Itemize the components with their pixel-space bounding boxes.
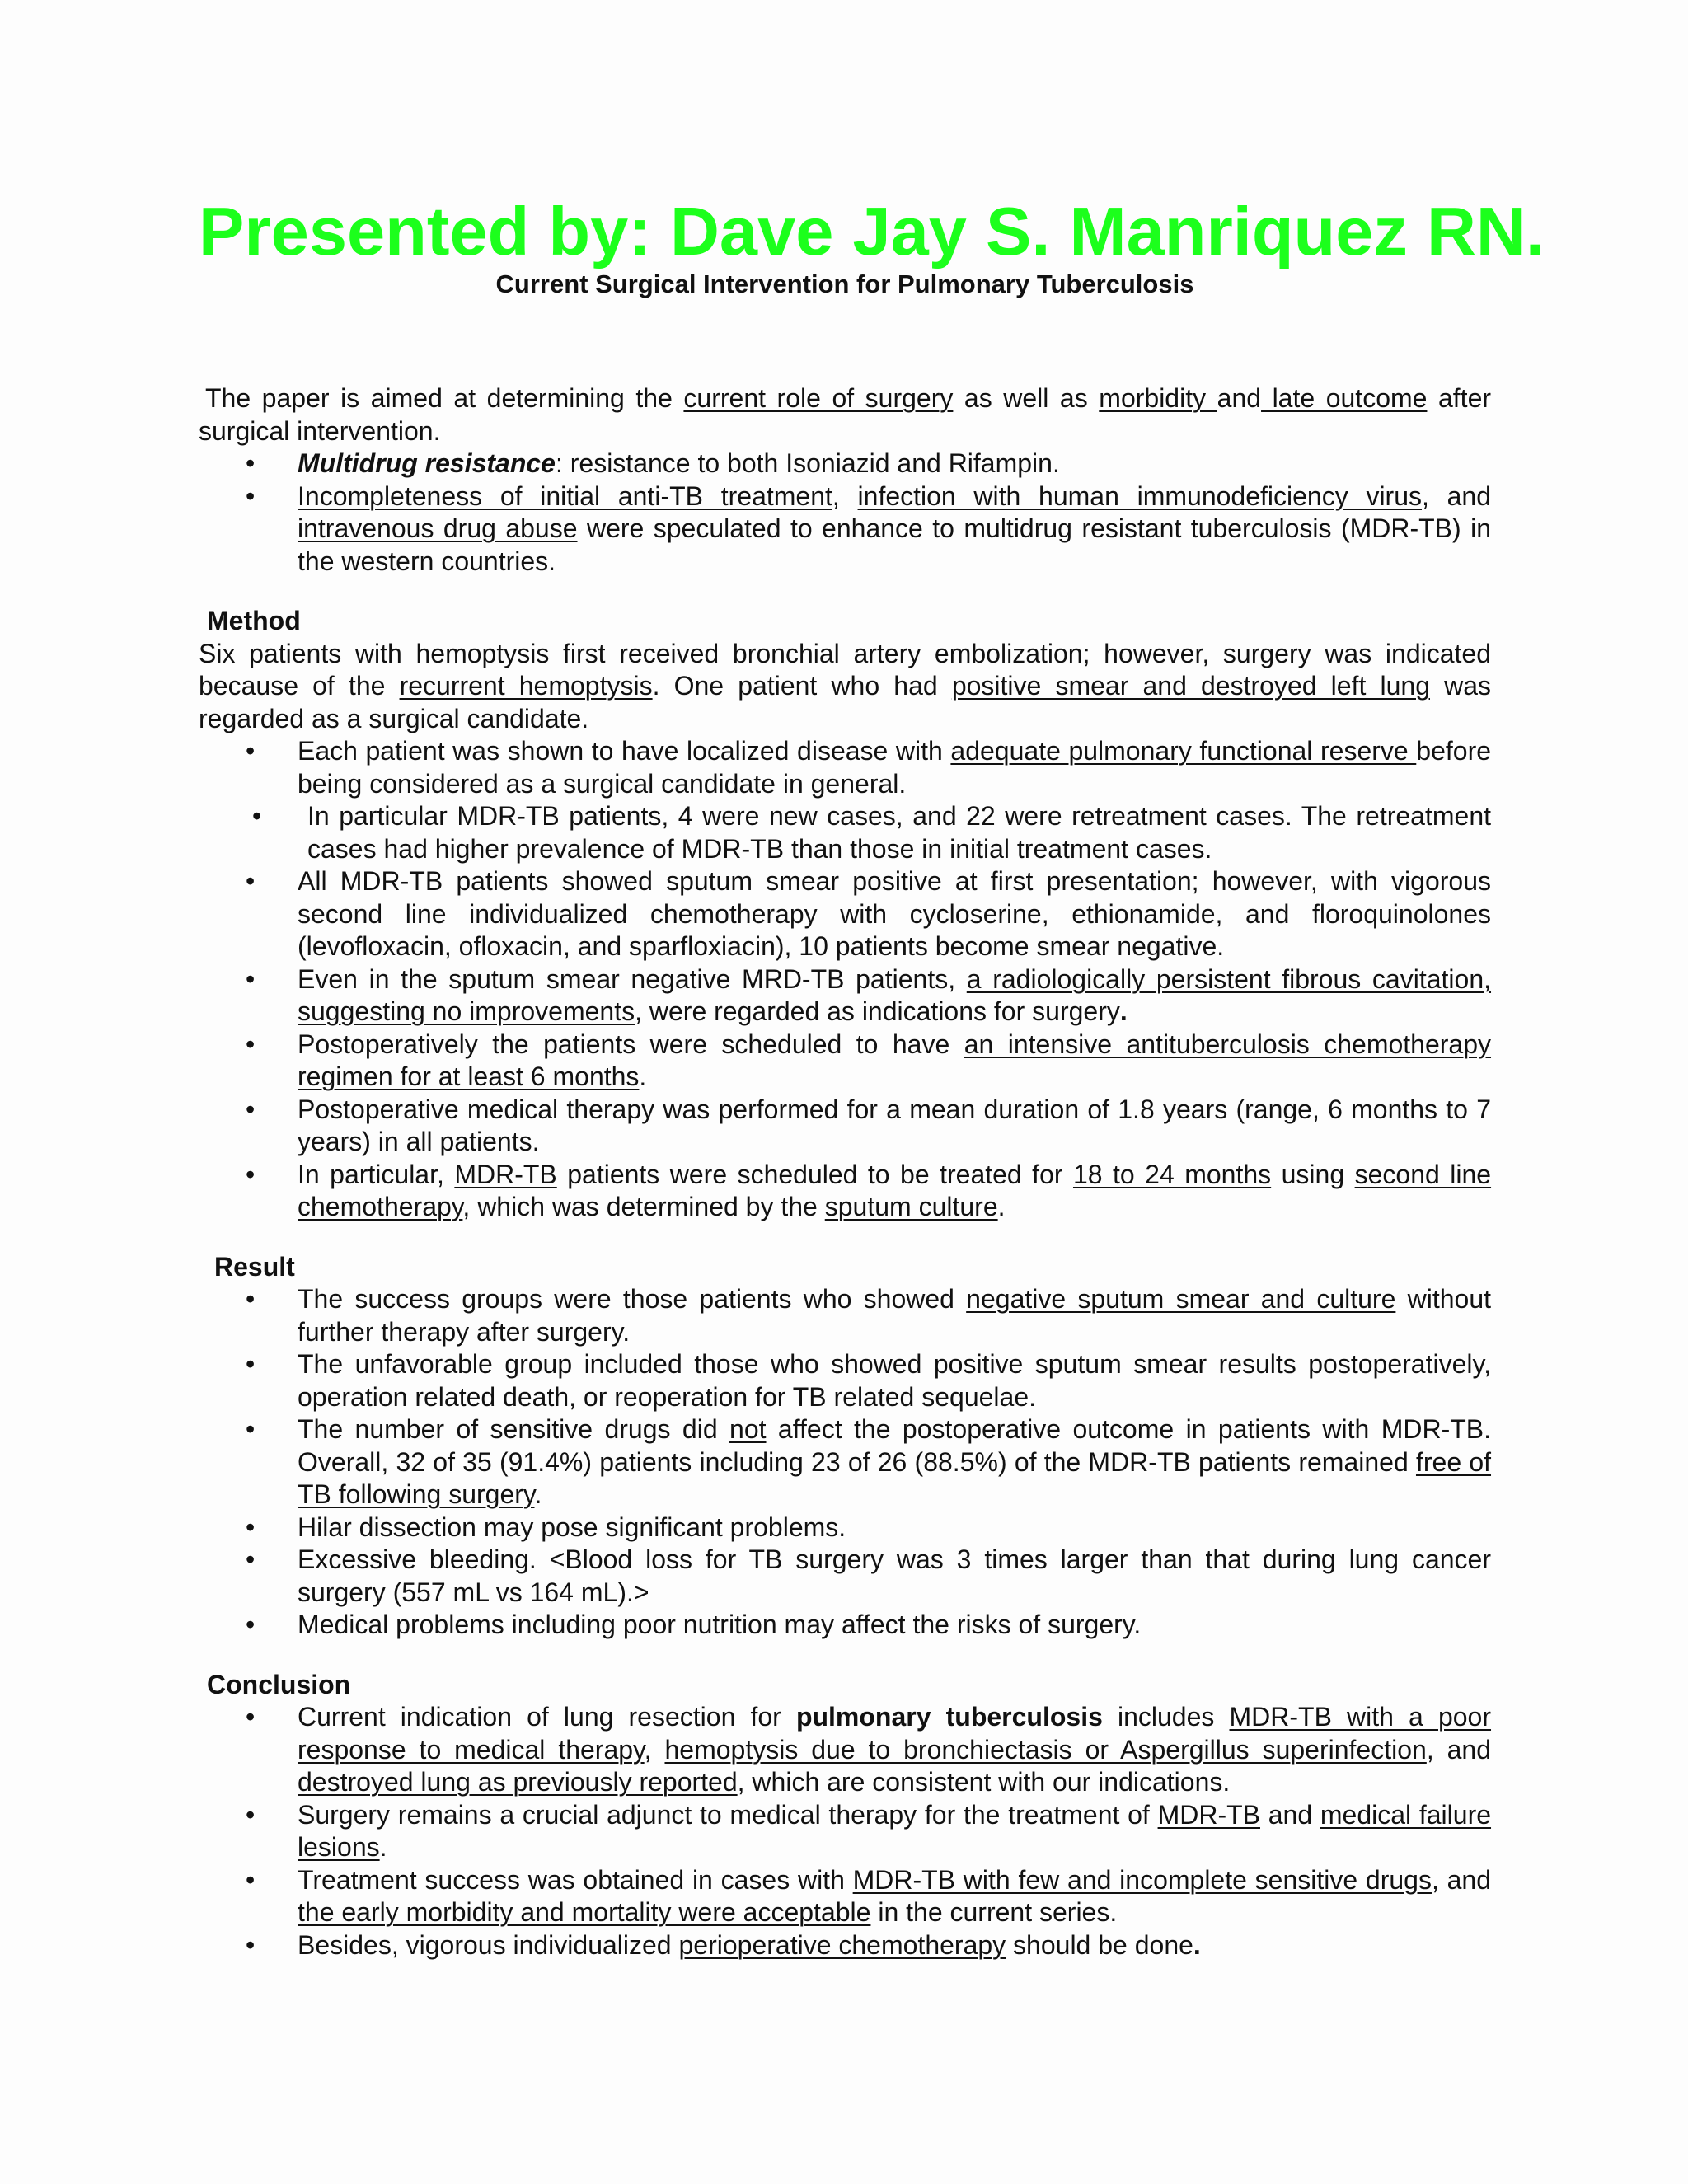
item-underline: free of TB following surgery bbox=[298, 1446, 1492, 1509]
intro-text: after surgical intervention. bbox=[199, 383, 1492, 446]
list-item bbox=[199, 963, 1491, 1029]
intro-underline: morbidity bbox=[1099, 383, 1217, 413]
item-text: , and bbox=[1426, 1734, 1491, 1765]
item-text: includes bbox=[1102, 1702, 1230, 1732]
item-underline: an intensive antituberculosis chemotherapy regimen for at least 6 months bbox=[298, 1029, 1492, 1091]
item-bold: . bbox=[1193, 1929, 1201, 1960]
document-subtitle: Current Surgical Intervention for Pulmonary Tuberculosis bbox=[495, 269, 1194, 298]
intro-underline: late outcome bbox=[1261, 383, 1428, 413]
item-text: The number of sensitive drugs did bbox=[298, 1414, 730, 1444]
item-underline: intravenous drug abuse bbox=[298, 513, 578, 543]
method-underline: recurrent hemoptysis bbox=[399, 671, 653, 701]
item-underline: perioperative chemotherapy bbox=[678, 1929, 1006, 1960]
item-underline: medical failure lesions bbox=[298, 1799, 1492, 1862]
item-text: . bbox=[379, 1832, 387, 1862]
intro-underline: current role of surgery bbox=[683, 383, 954, 413]
list-item: • Medical problems including poor nutrition may affect the risks of surgery. bbox=[199, 1609, 1491, 1642]
item-text: Current indication of lung resection for bbox=[298, 1702, 796, 1732]
presenter-title: Presented by: Dave Jay S. Manriquez RN. bbox=[199, 193, 1545, 269]
intro-paragraph bbox=[199, 382, 1491, 448]
method-bullet-list bbox=[199, 735, 1491, 1224]
list-item: • All MDR-TB patients showed sputum smear positive at first presentation; however, with vigorous second line individualized chemotherapy with cycloserine, ethionamide, and floroquinolones (levofloxacin, ofloxacin, and sparfloxiacin), 10 patients become smear negative. bbox=[199, 865, 1491, 963]
list-item bbox=[199, 480, 1491, 579]
item-text: patients were scheduled to be treated for bbox=[556, 1159, 1073, 1189]
list-item: • Postoperative medical therapy was performed for a mean duration of 1.8 years (range, 6 months to 7 years) in all patients. bbox=[199, 1094, 1491, 1159]
item-text: . bbox=[639, 1062, 647, 1091]
method-underline: positive smear and destroyed left lung bbox=[951, 671, 1430, 701]
item-underline: not bbox=[729, 1414, 767, 1444]
item-text: were speculated to enhance to multidrug resistant tuberculosis (MDR-TB) in the western countries. bbox=[298, 513, 1492, 576]
item-text: before being considered as a surgical candidate in general. bbox=[298, 736, 1492, 799]
list-item bbox=[199, 448, 1491, 480]
item-underline: the early morbidity and mortality were acceptable bbox=[298, 1897, 871, 1927]
list-item bbox=[199, 735, 1491, 800]
item-underline: MDR-TB with a poor response to medical therapy bbox=[298, 1702, 1492, 1765]
list-item: • In particular MDR-TB patients, 4 were new cases, and 22 were retreatment cases. The retreatment cases had higher prevalence of MDR-TB than those in initial treatment cases. bbox=[199, 800, 1491, 865]
list-item: • The unfavorable group included those who showed positive sputum smear results postoperatively, operation related death, or reoperation for TB related sequelae. bbox=[199, 1348, 1491, 1413]
item-text: . bbox=[997, 1192, 1006, 1221]
list-item bbox=[199, 1701, 1491, 1799]
item-text: , which was determined by the bbox=[462, 1192, 825, 1221]
list-item: • Hilar dissection may pose significant problems. bbox=[199, 1511, 1491, 1544]
item-text: Surgery remains a crucial adjunct to medical therapy for the treatment of bbox=[298, 1799, 1158, 1830]
list-item bbox=[199, 1413, 1491, 1511]
item-underline: negative sputum smear and culture bbox=[966, 1284, 1396, 1314]
item-text: affect the postoperative outcome in patients with MDR-TB. Overall, 32 of 35 (91.4%) patients including 23 of 26 (88.5%) of the MDR-TB patients remained bbox=[298, 1414, 1492, 1477]
item-bold: pulmonary tuberculosis bbox=[795, 1702, 1103, 1732]
method-text: was regarded as a surgical candidate. bbox=[199, 671, 1492, 733]
item-text: , bbox=[832, 480, 858, 511]
item-underline: sputum culture bbox=[824, 1192, 998, 1221]
intro-text: and bbox=[1217, 383, 1262, 413]
item-underline: MDR-TB bbox=[454, 1159, 557, 1189]
item-underline: a radiologically persistent fibrous cavitation, suggesting no improvements bbox=[298, 963, 1492, 1026]
list-item bbox=[199, 1029, 1491, 1094]
item-text: , and bbox=[1431, 1864, 1492, 1895]
item-text: Besides, vigorous individualized bbox=[298, 1929, 679, 1960]
item-text: The success groups were those patients who showed bbox=[298, 1284, 967, 1314]
list-item bbox=[199, 1283, 1491, 1348]
item-text: Treatment success was obtained in cases with bbox=[298, 1864, 853, 1895]
item-text: In particular, bbox=[298, 1159, 455, 1189]
item-underline: adequate pulmonary functional reserve bbox=[950, 736, 1417, 766]
item-text: . bbox=[534, 1479, 542, 1509]
list-item bbox=[199, 1799, 1491, 1864]
item-text: in the current series. bbox=[870, 1897, 1118, 1927]
list-item bbox=[199, 1929, 1491, 1962]
item-text: and bbox=[1259, 1799, 1320, 1830]
item-text: , bbox=[644, 1734, 665, 1765]
item-text: , and bbox=[1422, 480, 1492, 511]
conclusion-bullet-list bbox=[199, 1701, 1491, 1961]
item-text: , which are consistent with our indications. bbox=[737, 1767, 1231, 1797]
method-text: . One patient who had bbox=[652, 671, 952, 701]
item-text: Even in the sputum smear negative MRD-TB patients, bbox=[298, 963, 967, 994]
item-underline: second line chemotherapy bbox=[298, 1159, 1492, 1221]
item-underline: MDR-TB bbox=[1157, 1799, 1260, 1830]
intro-text: as well as bbox=[953, 383, 1100, 413]
item-text: Postoperatively the patients were scheduled to have bbox=[298, 1029, 964, 1059]
item-underline: destroyed lung as previously reported bbox=[298, 1767, 738, 1797]
item-text: , were regarded as indications for surgery bbox=[635, 996, 1120, 1026]
item-underline: Incompleteness of initial anti-TB treatment bbox=[298, 480, 832, 511]
conclusion-heading: Conclusion bbox=[207, 1669, 351, 1699]
item-bold: . bbox=[1119, 996, 1128, 1026]
item-text: Each patient was shown to have localized disease with bbox=[298, 736, 951, 766]
document-page bbox=[199, 193, 1545, 1961]
list-item bbox=[199, 1159, 1491, 1224]
item-text: : resistance to both Isoniazid and Rifampin. bbox=[555, 448, 1060, 478]
item-underline: MDR-TB with few and incomplete sensitive drugs bbox=[852, 1864, 1432, 1895]
intro-text: The paper is aimed at determining the bbox=[205, 383, 684, 413]
item-underline: 18 to 24 months bbox=[1072, 1159, 1272, 1189]
list-item: • Excessive bleeding. <Blood loss for TB surgery was 3 times larger than that during lung cancer surgery (557 mL vs 164 mL).> bbox=[199, 1544, 1491, 1609]
method-heading: Method bbox=[207, 606, 301, 635]
method-text: Six patients with hemoptysis first received bronchial artery embolization; however, surgery was indicated because of the bbox=[199, 638, 1491, 701]
list-item bbox=[199, 1864, 1491, 1929]
result-heading: Result bbox=[214, 1251, 295, 1282]
item-text: using bbox=[1271, 1159, 1355, 1189]
intro-bullet-list bbox=[199, 448, 1491, 578]
item-text: without further therapy after surgery. bbox=[298, 1284, 1491, 1347]
term-emphasis: Multidrug resistance bbox=[298, 448, 556, 478]
item-underline: hemoptysis due to bronchiectasis or Aspergillus superinfection bbox=[664, 1734, 1427, 1765]
item-text: should be done bbox=[1006, 1929, 1193, 1960]
result-bullet-list bbox=[199, 1283, 1491, 1642]
item-underline: infection with human immunodeficiency virus bbox=[857, 480, 1423, 511]
method-paragraph bbox=[199, 638, 1491, 736]
